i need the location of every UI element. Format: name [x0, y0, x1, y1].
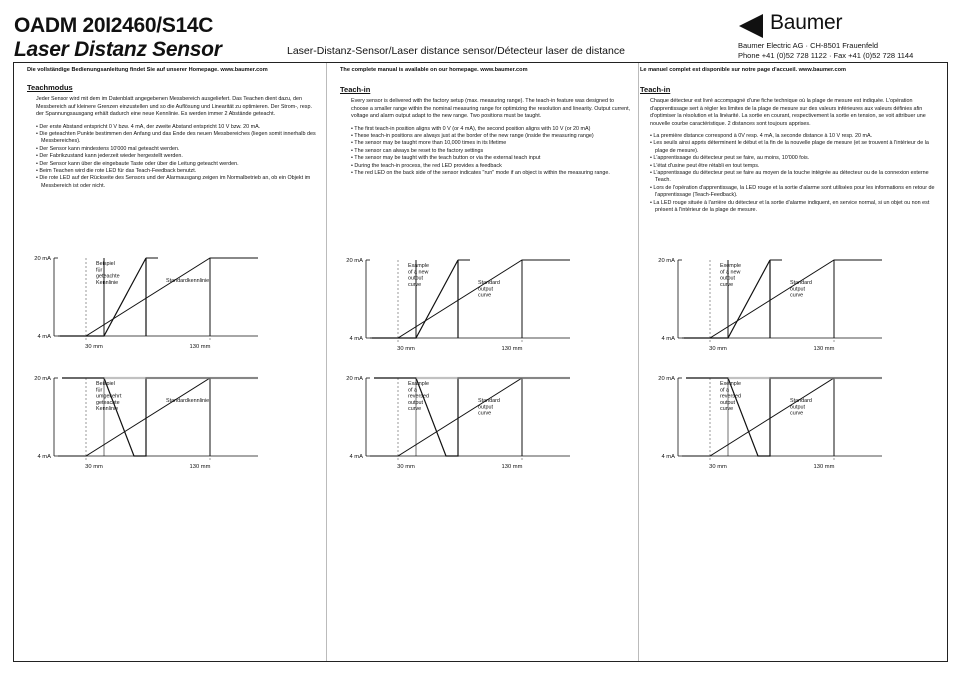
- bullet-item: • La première distance correspond à 0V resp. 4 mA, la seconde distance à 10 V resp. 20 mA.: [650, 133, 940, 140]
- standard-curve-label: curve: [478, 410, 492, 417]
- x-end-label: 130 mm: [501, 346, 523, 352]
- bullet-item: • Der erste Abstand entspricht 0 V bzw. 4 mA, der zweite Abstand entspricht 10 V bzw. 20 mA.: [36, 124, 321, 131]
- y-top-label: 20 mA: [658, 376, 675, 382]
- standard-curve-label: Standardkennlinie: [166, 398, 210, 404]
- taught-curve-label: of a: [720, 387, 729, 394]
- x-start-label: 30 mm: [709, 464, 727, 470]
- section-heading: Teachmodus: [27, 83, 73, 92]
- taught-curve-label: of a new: [720, 269, 741, 276]
- x-end-label: 130 mm: [501, 464, 523, 470]
- bullet-item: • Beim Teachen wird die rote LED für das Teach-Feedback benutzt.: [36, 168, 321, 175]
- x-start-label: 30 mm: [85, 344, 103, 350]
- intro-paragraph: Every sensor is delivered with the factory setup (max. measuring range). The teach-in feature was designed to choose a smaller range within the nominal measuring range for optimizing the resolution and linearity. Output current, voltage and alarm output adapt to the new range. Two positions must be taught.: [351, 98, 631, 119]
- taught-curve-label: geteachte: [96, 399, 120, 406]
- bullet-item: • L'état d'usine peut être rétabli en tout temps.: [650, 163, 940, 170]
- taught-curve-label: reversed: [720, 393, 741, 400]
- y-bottom-label: 4 mA: [349, 336, 363, 342]
- taught-curve-label: geteachte: [96, 273, 120, 280]
- y-bottom-label: 4 mA: [661, 336, 675, 342]
- x-end-label: 130 mm: [189, 464, 211, 470]
- standard-output-curve: [682, 378, 882, 456]
- standard-curve-label: output: [478, 404, 493, 411]
- taught-curve-label: of a: [408, 387, 417, 394]
- section-body: [351, 98, 631, 177]
- address-line: Baumer Electric AG · CH-8501 Frauenfeld: [738, 41, 879, 50]
- taught-curve-label: Beispiel: [96, 261, 115, 267]
- section-body: [650, 98, 940, 214]
- column-en: [326, 63, 638, 661]
- y-top-label: 20 mA: [658, 258, 675, 264]
- standard-curve-label: Standard: [790, 280, 812, 286]
- section-heading: Teach-in: [640, 85, 671, 94]
- standard-output-curve: [370, 260, 570, 338]
- standard-curve-label: Standard: [790, 398, 812, 404]
- taught-curve-label: Example: [408, 263, 429, 269]
- y-top-label: 20 mA: [346, 376, 363, 382]
- taught-curve-label: für: [96, 387, 103, 394]
- standard-curve-label: Standard: [478, 398, 500, 404]
- manual-note: The complete manual is available on our homepage. www.baumer.com: [340, 67, 528, 73]
- standard-curve-label: output: [790, 286, 805, 293]
- teach-chart-reversed: [638, 368, 948, 486]
- taught-curve-label: curve: [720, 281, 734, 288]
- bullet-item: • La LED rouge située à l'arrière du détecteur et la sortie d'alarme indiquent, en service normal, si un objet ou non est présent à l'intérieur de la plage de mesure.: [650, 200, 940, 215]
- y-bottom-label: 4 mA: [661, 454, 675, 460]
- bullet-item: • The first teach-in position aligns with 0 V (or 4 mA), the second position aligns with 10 V (or 20 mA): [351, 126, 631, 133]
- bullet-item: • Die rote LED auf der Rückseite des Sensors und der Alarmausgang zeigen im Normalbetrieb an, ob ein Objekt im Messbereich ist oder nicht.: [36, 175, 321, 190]
- standard-curve-label: curve: [478, 292, 492, 299]
- x-start-label: 30 mm: [397, 464, 415, 470]
- manual-note: Die vollständige Bedienungsanleitung findet Sie auf unserer Homepage. www.baumer.com: [27, 67, 268, 73]
- standard-output-curve: [682, 260, 882, 338]
- section-body: [36, 96, 321, 190]
- bullet-item: • L'apprentissage du détecteur peut se faire au moyen de la touche intégrée au détecteur ou de la connexion externe Teach.: [650, 170, 940, 185]
- standard-curve-label: output: [478, 286, 493, 293]
- y-bottom-label: 4 mA: [37, 454, 51, 460]
- x-end-label: 130 mm: [813, 464, 835, 470]
- standard-curve-label: Standardkennlinie: [166, 278, 210, 284]
- taught-curve-label: Exemple: [720, 263, 741, 269]
- brand-name: Baumer: [770, 11, 843, 34]
- bullet-item: • The red LED on the back side of the sensor indicates "run" mode if an object is within the measuring range.: [351, 170, 631, 177]
- bullet-item: • During the teach-in process, the red LED provides a feedback: [351, 163, 631, 170]
- teach-chart-normal: [326, 250, 638, 368]
- taught-curve-label: curve: [720, 406, 734, 413]
- bullet-item: • These teach-in positions are always just at the border of the new range (inside the measuring range): [351, 133, 631, 140]
- document-subtitle-title: Laser Distanz Sensor: [14, 38, 222, 61]
- x-start-label: 30 mm: [85, 464, 103, 470]
- product-description: Laser-Distanz-Sensor/Laser distance sensor/Détecteur laser de distance: [287, 45, 625, 57]
- taught-curve-label: output: [408, 399, 423, 406]
- taught-curve-label: Exemple: [720, 381, 741, 387]
- section-heading: Teach-in: [340, 85, 371, 94]
- taught-curve-label: curve: [408, 281, 422, 288]
- bullet-item: • Les seuils ainsi appris déterminent le début et la fin de la nouvelle plage de mesure (et se trouvent à l'intérieur de la plage de mesure).: [650, 140, 940, 155]
- standard-curve-label: Standard: [478, 280, 500, 286]
- taught-curve-label: Kennlinie: [96, 279, 119, 286]
- intro-paragraph: Chaque détecteur est livré accompagné d'une fiche technique où la plage de mesure est indiquée. L'opération d'apprentissage sert à régler les limites de la plage de mesure sur des valeurs inférieures aux valeurs définies afin d'optimiser la résolution et la linéarité. La sortie en courant, respectivement la sortie en tension, se voit attribuer une nouvelle courbe caractéristique. 2 distances sont toujours apprises.: [650, 98, 926, 127]
- teach-chart-reversed: [14, 368, 326, 486]
- y-bottom-label: 4 mA: [349, 454, 363, 460]
- y-top-label: 20 mA: [34, 376, 51, 382]
- x-end-label: 130 mm: [189, 344, 211, 350]
- intro-paragraph: Jeder Sensor wird mit dem im Datenblatt angegebenen Messbereich ausgeliefert. Das Teachen dient dazu, den Messbereich auf kleinere Grenzen einzustellen und so die Auflösung und Linearität zu optimieren. Der Strom-, resp. der Spannungsausgang erhält dadurch eine neue Kennlinie. Es werden immer 2 Abstände geteacht.: [36, 96, 312, 117]
- standard-curve-label: curve: [790, 410, 804, 417]
- taught-curve-label: umgekehrt: [96, 393, 122, 400]
- y-bottom-label: 4 mA: [37, 334, 51, 340]
- standard-output-curve: [58, 258, 258, 336]
- x-end-label: 130 mm: [813, 346, 835, 352]
- teach-chart-normal: [14, 248, 326, 366]
- taught-curve-label: curve: [408, 406, 422, 413]
- logo-triangle-icon: [739, 14, 763, 38]
- standard-curve-label: curve: [790, 292, 804, 299]
- taught-curve-label: of a new: [408, 269, 429, 276]
- document-title: OADM 20I2460/S14C: [14, 14, 214, 37]
- teach-chart-normal: [638, 250, 948, 368]
- standard-output-curve: [370, 378, 570, 456]
- column-de: [14, 63, 326, 661]
- bullet-list: [650, 133, 940, 214]
- taught-curve-label: Example: [408, 381, 429, 387]
- bullet-item: • The sensor can always be reset to the factory settings: [351, 148, 631, 155]
- taught-output-curve: [374, 378, 570, 456]
- x-start-label: 30 mm: [397, 346, 415, 352]
- bullet-list: [36, 124, 321, 191]
- x-start-label: 30 mm: [709, 346, 727, 352]
- bullet-item: • Der Sensor kann über die eingebaute Taste oder über die Leitung geteacht werden.: [36, 161, 321, 168]
- taught-curve-label: output: [408, 275, 423, 282]
- bullet-item: • The sensor may be taught more than 10,000 times in its lifetime: [351, 140, 631, 147]
- bullet-item: • Der Fabrikzustand kann jederzeit wieder hergestellt werden.: [36, 153, 321, 160]
- taught-curve-label: output: [720, 275, 735, 282]
- standard-output-curve: [58, 378, 258, 456]
- bullet-item: • Lors de l'opération d'apprentissage, la LED rouge et la sortie d'alarme sont utilisées pour les informations en retour de l'apprentissage (Teach-Feedback).: [650, 185, 940, 200]
- taught-curve-label: Beispiel: [96, 381, 115, 387]
- bullet-item: • The sensor may be taught with the teach button or via the external teach input: [351, 155, 631, 162]
- taught-curve-label: für: [96, 267, 103, 274]
- taught-curve-label: output: [720, 399, 735, 406]
- y-top-label: 20 mA: [34, 256, 51, 262]
- content-frame: [13, 62, 948, 662]
- bullet-item: • Der Sensor kann mindestens 10'000 mal geteacht werden.: [36, 146, 321, 153]
- teach-chart-reversed: [326, 368, 638, 486]
- manual-note: Le manuel complet est disponible sur notre page d'accueil. www.baumer.com: [640, 67, 846, 73]
- company-address: [738, 41, 913, 61]
- standard-curve-label: output: [790, 404, 805, 411]
- taught-output-curve: [686, 378, 882, 456]
- phone-line: Phone +41 (0)52 728 1122 · Fax +41 (0)52 728 1144: [738, 51, 914, 60]
- bullet-item: • L'apprentissage du détecteur peut se faire, au moins, 10'000 fois.: [650, 155, 940, 162]
- bullet-list: [351, 126, 631, 178]
- bullet-item: • Die geteachten Punkte bestimmen den Anfang und das Ende des neuen Messbereiches (liegen somit innerhalb des Messbereiches).: [36, 131, 321, 146]
- taught-curve-label: Kennlinie: [96, 406, 119, 413]
- taught-output-curve: [62, 378, 258, 456]
- column-fr: [638, 63, 948, 661]
- taught-output-curve: [60, 258, 146, 336]
- taught-curve-label: reversed: [408, 393, 429, 400]
- y-top-label: 20 mA: [346, 258, 363, 264]
